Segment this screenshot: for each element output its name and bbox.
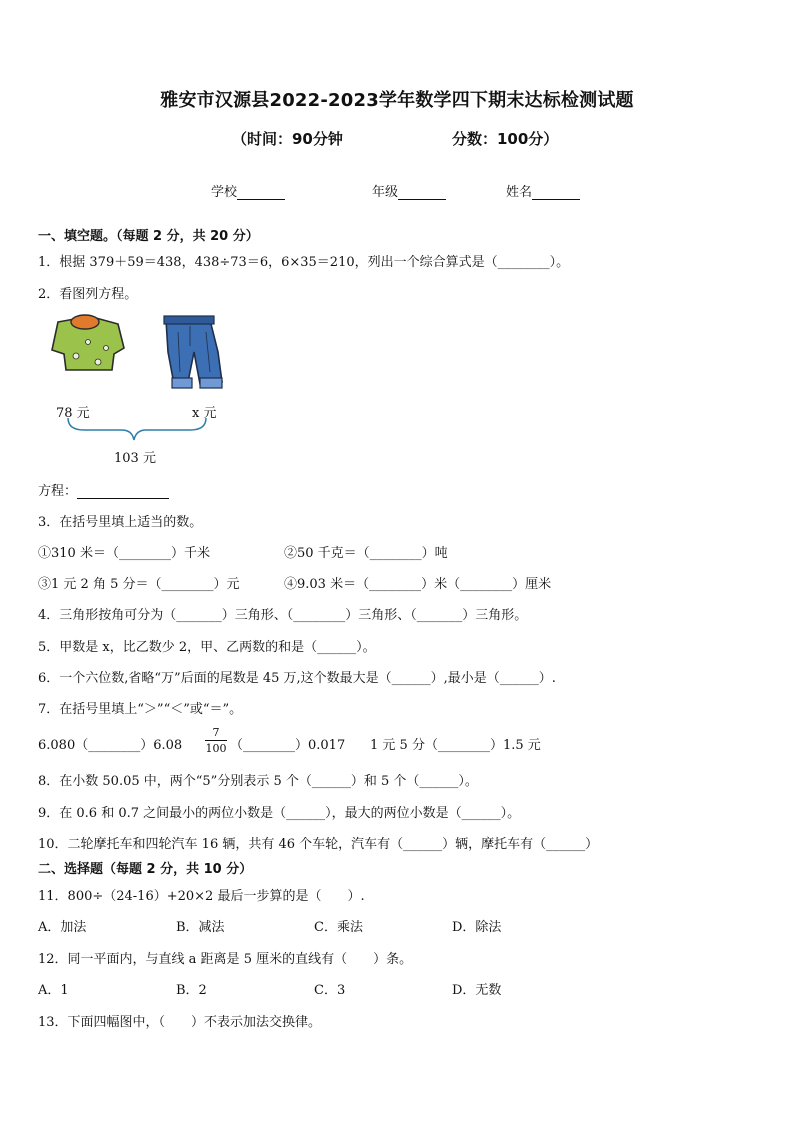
question-7: 7．在括号里填上“＞”“＜”或“＝”。 [38, 702, 243, 717]
question-3a: ①310 米＝（________）千米 [38, 546, 210, 561]
name-label: 姓名 [506, 185, 533, 200]
question-7c: 1 元 5 分（________）1.5 元 [370, 738, 541, 753]
pants-icon [164, 316, 222, 388]
q12-option-c[interactable]: C．3 [314, 983, 346, 998]
exam-score: 分数：100分） [452, 130, 559, 148]
question-13: 13．下面四幅图中，（ ）不表示加法交换律。 [38, 1015, 322, 1030]
school-label: 学校 [211, 185, 238, 200]
question-2: 2．看图列方程。 [38, 287, 138, 302]
question-3: 3．在括号里填上适当的数。 [38, 515, 203, 530]
question-7a: 6.080（________）6.08 [38, 738, 183, 753]
shirt-icon [52, 315, 124, 370]
fraction-numerator: 7 [212, 726, 220, 739]
grade-blank[interactable] [398, 185, 446, 200]
exam-time: （时间：90分钟 [232, 130, 343, 148]
q11-option-c[interactable]: C．乘法 [314, 920, 363, 935]
label-shirt-price: 78 元 [56, 406, 90, 421]
equation-blank[interactable] [77, 484, 169, 499]
label-total-price: 103 元 [114, 451, 156, 466]
question-8: 8．在小数 50.05 中，两个“5”分别表示 5 个（______）和 5 个（______）。 [38, 774, 478, 789]
question-10: 10．二轮摩托车和四轮汽车 16 辆，共有 46 个车轮，汽车有（______）辆，摩托车有（______） [38, 837, 599, 852]
q12-option-a[interactable]: A．1 [38, 983, 69, 998]
exam-title: 雅安市汉源县2022-2023学年数学四下期末达标检测试题 [160, 90, 634, 111]
section-1-heading: 一、填空题。（每题 2 分，共 20 分） [38, 229, 259, 244]
question-3d: ④9.03 米＝（________）米（________）厘米 [284, 577, 552, 592]
q11-option-a[interactable]: A．加法 [38, 920, 87, 935]
label-pants-price: x 元 [192, 406, 217, 421]
question-4: 4．三角形按角可分为（_______）三角形、（________）三角形、（_______）三角形。 [38, 608, 528, 623]
grade-field [372, 181, 446, 200]
grade-label: 年级 [372, 185, 399, 200]
school-blank[interactable] [237, 185, 285, 200]
q12-option-d[interactable]: D．无数 [452, 983, 502, 998]
equation-label: 方程： [38, 484, 78, 499]
fraction-denominator: 100 [205, 742, 227, 755]
name-blank[interactable] [532, 185, 580, 200]
question-1: 1．根据 379＋59＝438，438÷73＝6，6×35＝210，列出一个综合算式是（________）。 [38, 255, 570, 270]
equation-field [38, 480, 169, 499]
name-field [506, 181, 580, 200]
school-field [211, 181, 285, 200]
question-11: 11．800÷（24-16）+20×2 最后一步算的是（ ）. [38, 889, 365, 904]
question-12: 12．同一平面内，与直线 a 距离是 5 厘米的直线有（ ）条。 [38, 952, 413, 967]
q11-option-b[interactable]: B．减法 [176, 920, 225, 935]
fraction-7-100 [205, 726, 227, 755]
question-5: 5．甲数是 x，比乙数少 2，甲、乙两数的和是（______）。 [38, 640, 376, 655]
q11-option-d[interactable]: D．除法 [452, 920, 502, 935]
sum-brace [68, 418, 206, 440]
question-3b: ②50 千克＝（________）吨 [284, 546, 448, 561]
question-3c: ③1 元 2 角 5 分＝（________）元 [38, 577, 240, 592]
question-9: 9．在 0.6 和 0.7 之间最小的两位小数是（______），最大的两位小数是（______）。 [38, 806, 521, 821]
section-2-heading: 二、选择题（每题 2 分，共 10 分） [38, 862, 253, 877]
question-6: 6．一个六位数,省略“万”后面的尾数是 45 万,这个数最大是（______）,最小是（______）. [38, 671, 556, 686]
q12-option-b[interactable]: B．2 [176, 983, 207, 998]
question-7b: （________）0.017 [230, 738, 346, 753]
